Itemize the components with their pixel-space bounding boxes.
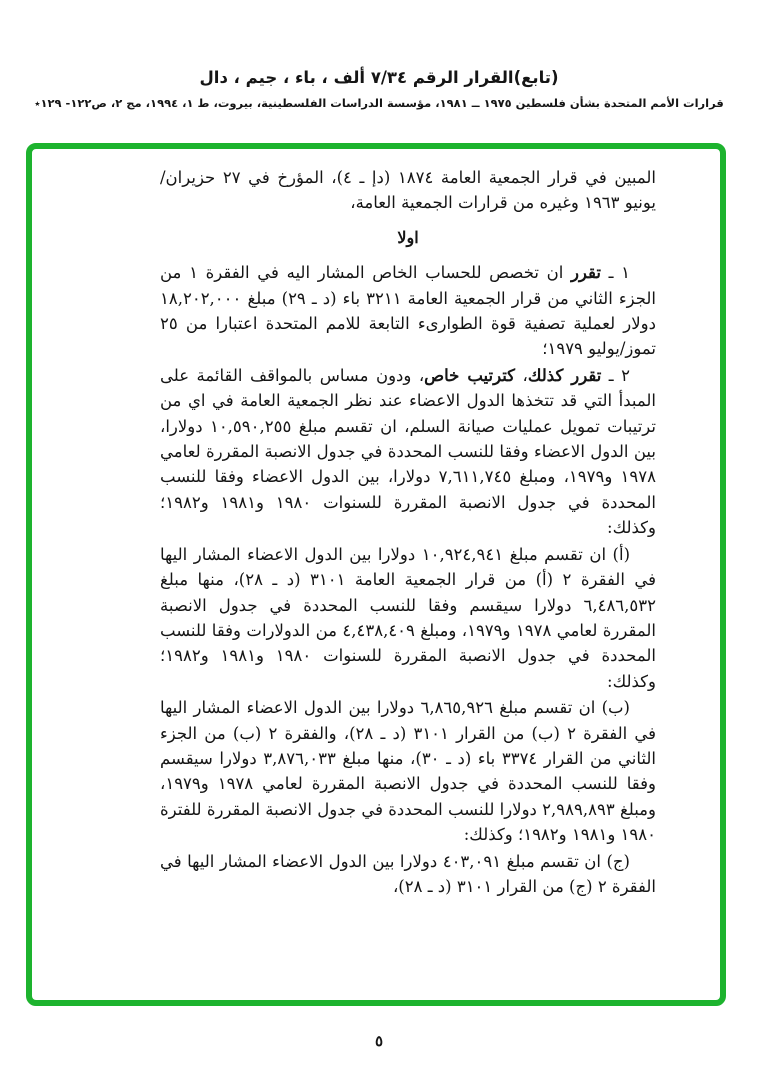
paragraph-list (160, 260, 656, 899)
resolution-paragraph: (ب) ان تقسم مبلغ ٦,٨٦٥,٩٢٦ دولارا بين الدول الاعضاء المشار اليها في الفقرة ٢ (ب) من القرار ٣١٠١ (د ـ ٢٨)، والفقرة ٢ (ب) من الجزء الثاني من القرار ٣٣٧٤ باء (د ـ ٣٠)، منها مبلغ ٣,٨٧٦,٠٣٣ دولارا سيقسم وفقا للنسب المحددة في جدول الانصبة المقررة لعامي ١٩٧٨ و١٩٧٩، ومبلغ ٢,٩٨٩,٨٩٣ دولارا للنسب المحددة في جدول الانصبة المقررة للفترة ١٩٨٠ و١٩٨١ و١٩٨٢؛ وكذلك: (160, 698, 657, 845)
section-heading: اولا (397, 227, 419, 247)
resolution-paragraph: (أ) ان تقسم مبلغ ١٠,٩٢٤,٩٤١ دولارا بين الدول الاعضاء المشار اليها في الفقرة ٢ (أ) من قرار الجمعية العامة ٣١٠١ (د ـ ٢٨)، منها مبلغ ٦,٤٨٦,٥٣٢ دولارا سيقسم وفقا للنسب المحددة في جدول الانصبة المقررة لعامي ١٩٧٨ و١٩٧٩، ومبلغ ٤,٤٣٨,٤٠٩ من الدولارات وفقا للنسب المحددة في جدول الانصبة المقررة للسنوات ١٩٨٠ و١٩٨١ و١٩٨٢؛ وكذلك: (160, 544, 657, 691)
source-citation: قرارات الأمم المتحدة بشأن فلسطين ١٩٧٥ ــ ١٩٨١، مؤسسة الدراسات الفلسطينية، بيروت، ط ١، ١٩٩٤، مج ٢، ص١٢٢- ١٢٩٭ (34, 96, 724, 110)
page-title: (تابع)القرار الرقم ٧/٣٤ ألف ، باء ، جيم ، دال (199, 68, 559, 87)
page-number: ٥ (374, 1032, 384, 1050)
continuation-paragraph: المبين في قرار الجمعية العامة ١٨٧٤ (دإ ـ ٤)، المؤرخ في ٢٧ حزيران/يونيو ١٩٦٣ وغيره من قرارات الجمعية العامة، (160, 168, 656, 213)
resolution-paragraph: (ج) ان تقسم مبلغ ٤٠٣,٠٩١ دولارا بين الدول الاعضاء المشار اليها في الفقرة ٢ (ج) من القرار ٣١٠١ (د ـ ٢٨)، (160, 851, 656, 896)
document-header (0, 68, 758, 110)
resolution-paragraph: ١ ـ تقرر ان تخصص للحساب الخاص المشار اليه في الفقرة ١ من الجزء الثاني من قرار الجمعية العامة ٣٢١١ باء (د ـ ٢٩) مبلغ ١٨,٢٠٢,٠٠٠ دولار لعملية تصفية قوة الطوارىء التابعة للامم المتحدة اعتبارا من ٢٥ تموز/يوليو ١٩٧٩؛ (160, 263, 656, 359)
resolution-text-column (160, 165, 656, 899)
resolution-paragraph: ٢ ـ تقرر كذلك، كترتيب خاص، ودون مساس بالمواقف القائمة على المبدأ التي قد تتخذها الدول الاعضاء عند نظر الجمعية العامة في اي من ترتيبات تمويل عمليات صيانة السلم، ان تقسم مبلغ ١٠,٥٩٠,٢٥٥ دولارا، بين الدول الاعضاء وفقا للنسب المحددة في جدول الانصبة المقررة لعامي ١٩٧٨ و١٩٧٩، ومبلغ ٧,٦١١,٧٤٥ دولارا، بين الدول الاعضاء وفقا للنسب المحددة في جدول الانصبة المقررة للسنوات ١٩٨٠ و١٩٨١ و١٩٨٢؛ وكذلك: (160, 365, 656, 538)
